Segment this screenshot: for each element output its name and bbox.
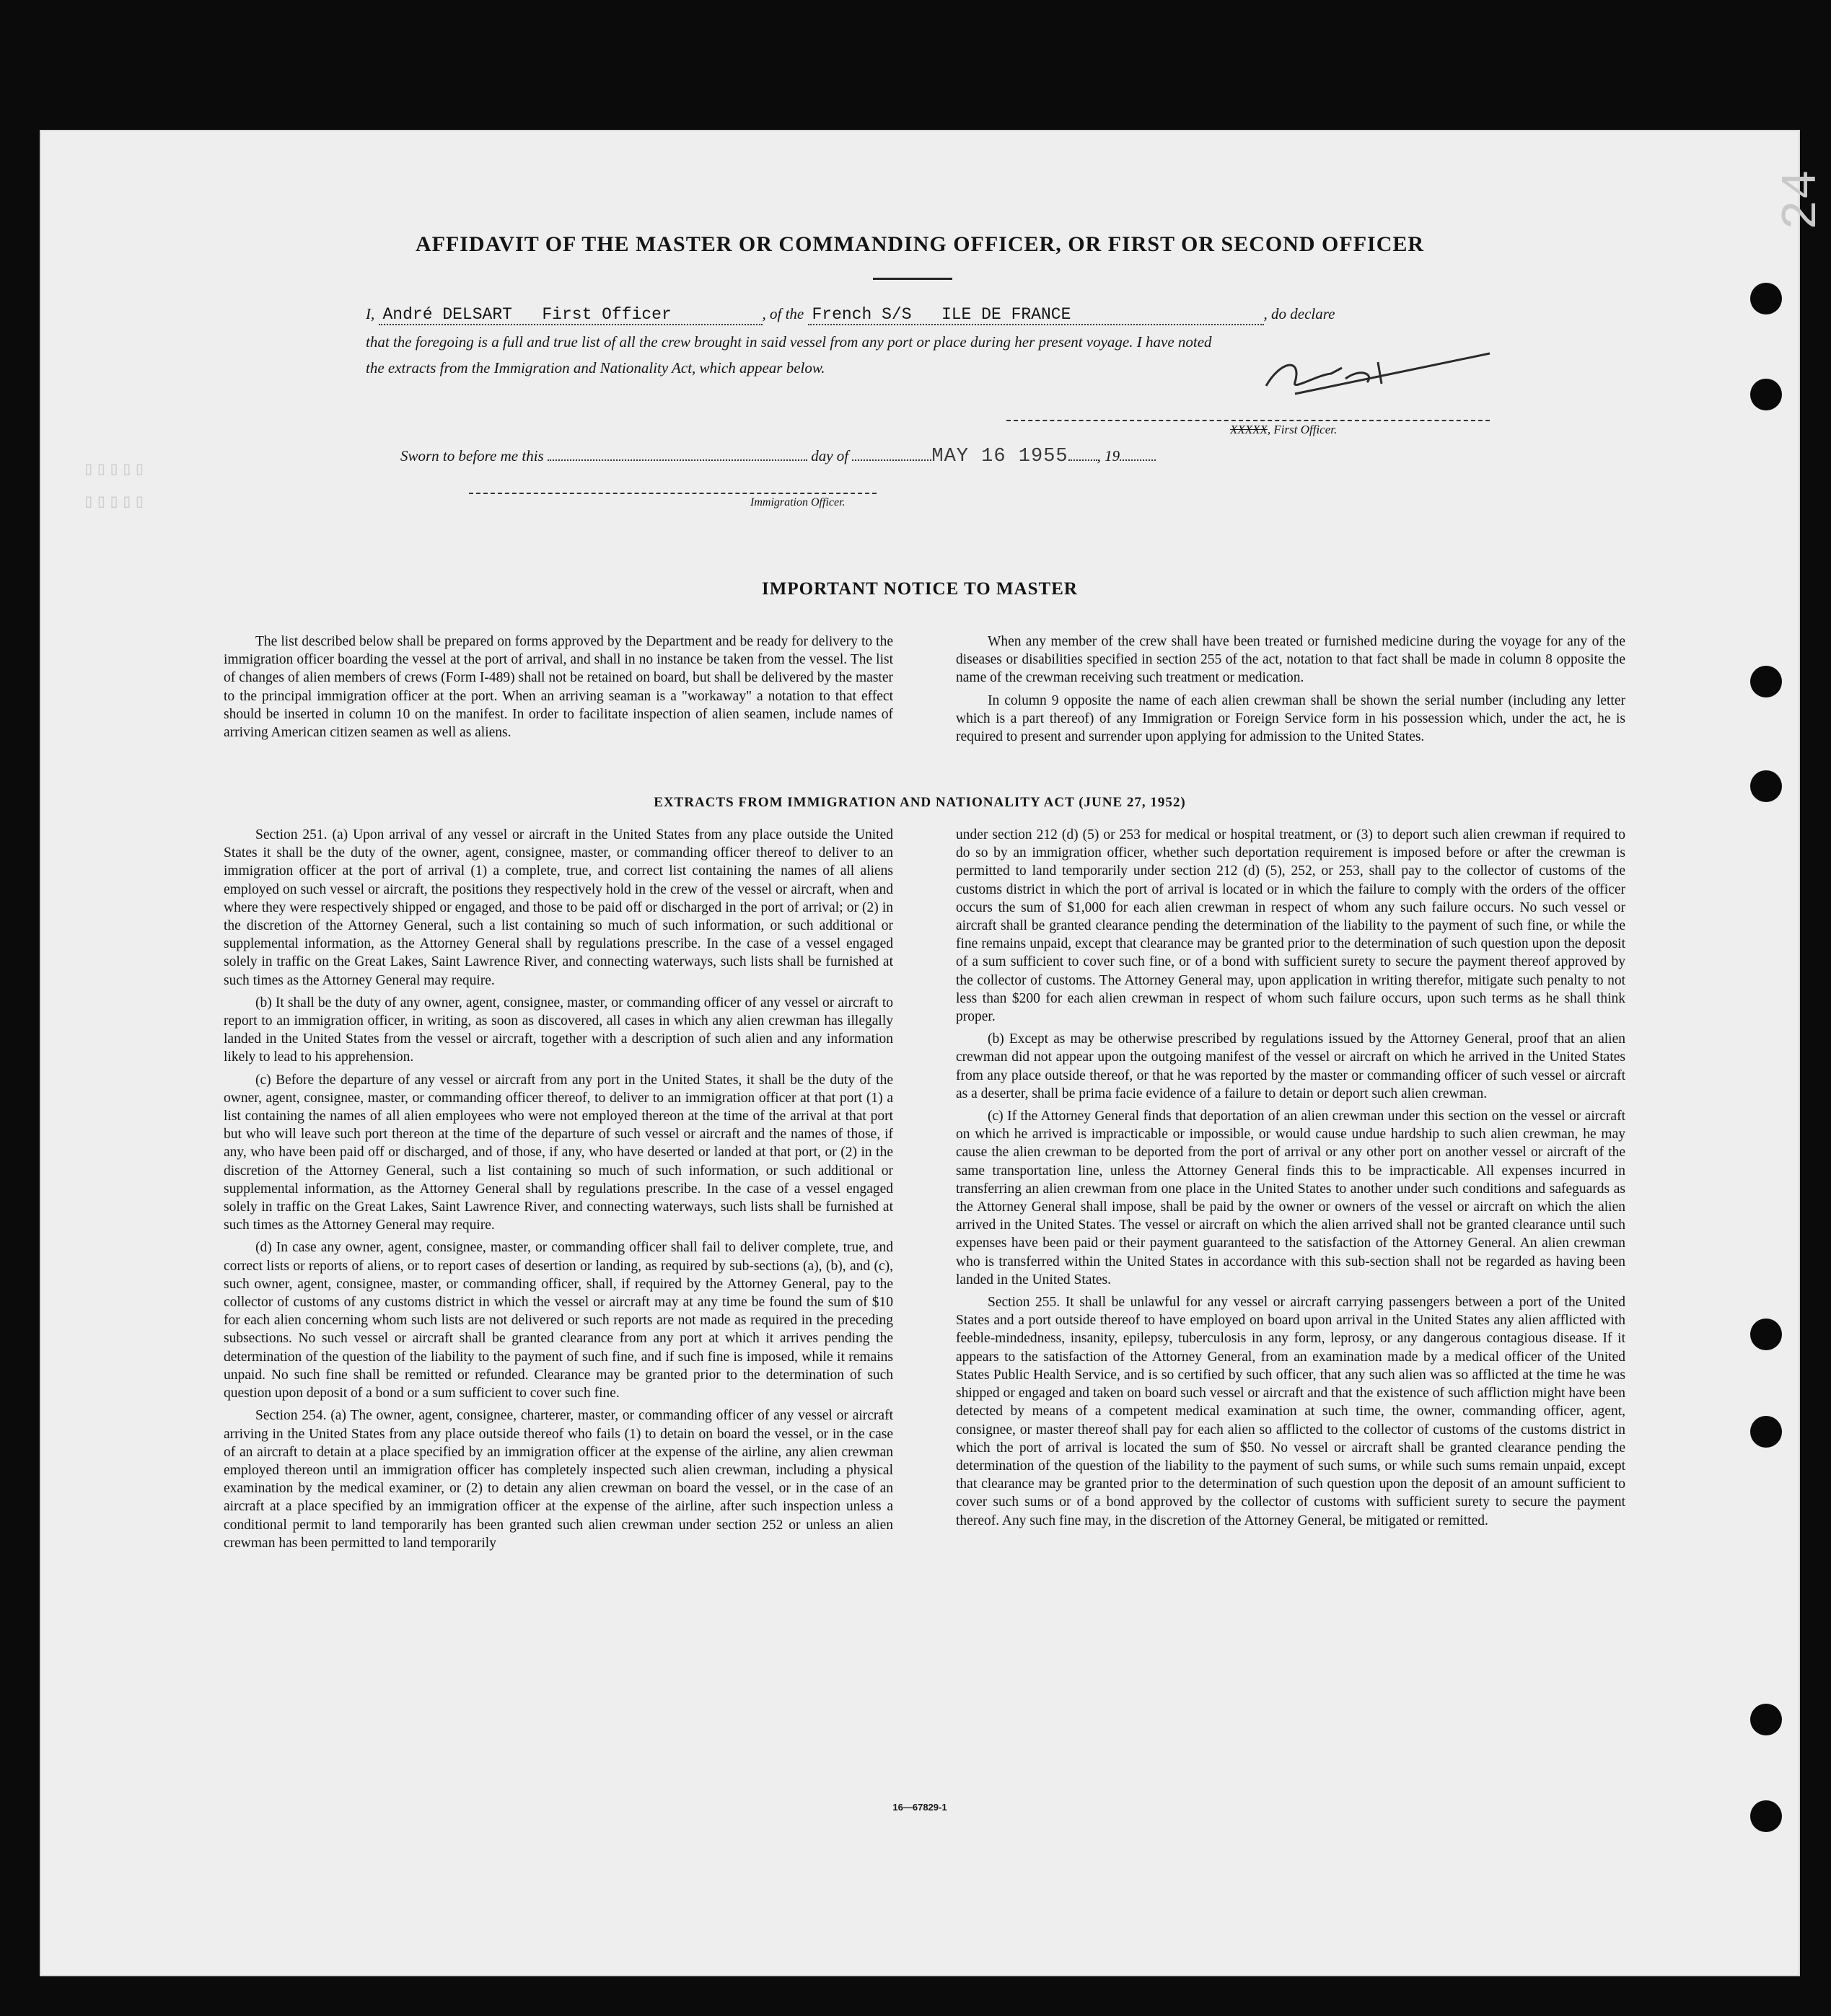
officer-signature-line [1006,420,1490,421]
document-page [40,130,1831,1976]
notice-title: IMPORTANT NOTICE TO MASTER [762,579,1078,599]
declaration-line-2: that the foregoing is a full and true list of all the crew brought in said vessel from any port or place during her present voyage. I have noted [366,333,1212,351]
vessel-name: ILE DE FRANCE [941,305,1071,324]
sworn-date-stamp: MAY 16 1955 [931,446,1068,467]
of-the-label: , of the [762,305,804,322]
bleed-through-text: ▯▯▯▯▯ [83,459,147,480]
notice-paragraph: When any member of the crew shall have been treated or furnished medicine during the voyage for any of the diseases or disabilities specified in section 255 of the act, notation to that fact shall be made in column 8 opposite the name of the crewman receiving such treatment or medication. [956,634,1625,686]
punch-hole [1750,1416,1782,1448]
bleed-through-text: ▯▯▯▯▯ [83,491,147,513]
officer-caption-text: First Officer. [1273,423,1338,436]
struck-title: XXXXX [1230,423,1268,436]
declaration-prefix: I, [366,305,375,322]
title-rule [873,278,952,280]
officer-caption: XXXXX, First Officer. [1230,423,1338,436]
day-of-label: day of [811,447,849,465]
extract-paragraph: (b) It shall be the duty of any owner, agent, consignee, master, or commanding officer of any vessel or aircraft to report to an immigration officer, in writing, as soon as discovered, all cases in which any alien crewman has illegally landed in the United States from the vessel or aircraft, together with a description of such alien and any information likely to lead to his apprehension. [224,995,893,1065]
extract-paragraph: Section 254. (a) The owner, agent, consignee, charterer, master, or commanding officer of any vessel or aircraft arriving in the United States from any place outside thereof who fails (1) to detain on board the vessel, or in the case of an aircraft to detain at a place specified by an immigration officer at the expense of the airline, any alien crewman employed thereon until an immigration officer has completely inspected such alien crewman, including a physical examination by the medical examiner, or (2) to detain any alien crewman on board the vessel, or in the case of an aircraft at a place specified by an immigration officer at the expense of the airline, after such inspection unless a conditional permit to land temporarily has been granted such alien crewman under section 252 or unless an alien crewman has been permitted to land temporarily [224,1408,893,1551]
immigration-officer-label: Immigration Officer. [750,496,846,509]
immigration-officer-signature-line [469,493,877,494]
form-number: 16—67829-1 [892,1802,947,1813]
extract-paragraph: Section 251. (a) Upon arrival of any vessel or aircraft in the United States from any place outside the United States it shall be the duty of the owner, agent, consignee, master, or commanding officer thereof to deliver to an immigration officer at the port of arrival (1) a complete, true, and correct list containing the names of all aliens employed on such vessel or aircraft, the positions they respectively hold in the crew of the vessel or aircraft, when and where they were respectively shipped or engaged, and those to be paid off or discharged in the port of arrival; or (2) in the discretion of the Attorney General, such a list containing so much of such information, or such additional or supplemental information, as the Attorney General shall by regulations prescribe. In the case of a vessel engaged solely in traffic on the Great Lakes, Saint Lawrence River, and connecting waterways, such lists shall be furnished at such times as the Attorney General may require. [224,827,893,988]
extract-paragraph: (d) In case any owner, agent, consignee, master, or commanding officer shall fail to deliver complete, true, and correct lists or reports of aliens, or to report cases of desertion or landing, as required by sub-sections (a), (b), and (c), such owner, agent, consignee, master, or commanding officer, shall, if required by the Attorney General, pay to the collector of customs of any customs district in which the vessel or aircraft may at any time be found the sum of $10 for each alien concerning whom such lists are not delivered or such reports are not made as required in the preceding subsections. No such vessel or aircraft shall be granted clearance from any port at which it arrives pending the determination of the question of the liability to the payment of such fine, and if such fine is imposed, while it remains unpaid. No such fine shall be remitted or refunded. Clearance may be granted prior to the determination of such question upon deposit of a bond or a sum sufficient to cover such fine. [224,1240,893,1401]
officer-signature [1252,346,1497,404]
officer-field [379,305,763,325]
vessel-type: French S/S [812,305,912,324]
extracts-right-column [956,826,1625,1534]
vessel-field [808,305,1264,325]
affidavit-title: AFFIDAVIT OF THE MASTER OR COMMANDING OFFICER, OR FIRST OR SECOND OFFICER [415,232,1425,256]
punch-hole [1750,1319,1782,1350]
handwritten-page-number: 24 [1774,170,1831,231]
punch-hole [1750,1704,1782,1735]
declaration-line-1 [366,305,1335,325]
notice-paragraph: In column 9 opposite the name of each alien crewman shall be shown the serial number (including any letter which is a part thereof) of any Immigration or Foreign Service form in his possession which, under the act, he is required to present and surrender upon applying for admission to the United States. [956,692,1625,745]
extract-paragraph: under section 212 (d) (5) or 253 for medical or hospital treatment, or (3) to deport such alien crewman if required to do so by an immigration officer, whether such deportation requirement is imposed before or after the crewman is permitted to land temporarily under section 212 (d) (5), 252, or 253, shall pay to the collector of customs of the customs district in which the port of arrival is located or in which the failure to comply with the orders of the officer occurs the sum of $1,000 for each alien crewman in respect of whom any such failure occurs. No such vessel or aircraft shall be granted clearance pending the determination of the liability to the payment of such fine, or while the fine remains unpaid, except that clearance may be granted prior to the determination of such question upon the deposit of a sum sufficient to cover such fine, or of a bond with sufficient surety to secure the payment thereof approved by the collector of customs. The Attorney General may, upon application in writing therefor, mitigate such penalty to not less than $200 for each alien crewman in respect of whom such failure occurs, upon such terms as he shall think proper. [956,827,1625,1025]
extracts-title: EXTRACTS FROM IMMIGRATION AND NATIONALITY ACT (JUNE 27, 1952) [654,795,1186,810]
punch-hole [1750,283,1782,314]
punch-hole [1750,666,1782,697]
extract-paragraph: (c) If the Attorney General finds that deportation of an alien crewman under this section on the vessel or aircraft on which he arrived is impracticable or impossible, or would cause undue hardship to such alien crewman, he may cause the alien crewman to be deported from the port of arrival or any other port on another vessel or aircraft of the same transportation line, unless the Attorney General finds this to be impracticable. All expenses incurred in transferring an alien crewman from one place in the United States to another under such conditions and safeguards as the Attorney General shall impose, shall be paid by the owner or owners of the vessel or aircraft on which the alien arrived in the United States. The vessel or aircraft on which the alien arrived shall not be granted clearance until such expenses have been paid or their payment guaranteed to the satisfaction of the Attorney General. An alien crewman who is transferred within the United States in accordance with this sub-section shall not be regarded as having been landed in the United States. [956,1109,1625,1287]
extracts-left-column [224,826,893,1557]
extract-paragraph: Section 255. It shall be unlawful for any vessel or aircraft carrying passengers between a port of the United States and a port outside thereof to have employed on board upon arrival in the United States any alien afflicted with feeble-mindedness, insanity, epilepsy, tuberculosis in any form, leprosy, or any dangerous contagious disease. If it appears to the satisfaction of the Attorney General, from an examination made by a medical officer of the United States Public Health Service, and is so certified by such officer, that any such alien was so afflicted at the time he was shipped or engaged and taken on board such vessel or aircraft and that the existence of such affliction might have been detected by means of a competent medical examination at such time, the owner, commanding officer, agent, consignee, or master thereof shall pay for each alien so afflicted to the collector of customs of the customs district in which the port of arrival is located the sum of $50. No vessel or aircraft shall be granted clearance pending the determination of the question of the liability to the payment of such sums, or while such sums remain unpaid, except that clearance may be granted prior to the determination of such question upon the deposit of an amount sufficient to cover such sums or of a bond approved by the collector of customs with sufficient surety to secure the payment thereof. Any such fine may, in the discretion of the Attorney General, be mitigated or remitted. [956,1295,1625,1528]
extract-paragraph: (b) Except as may be otherwise prescribed by regulations issued by the Attorney General, proof that an alien crewman did not appear upon the outgoing manifest of the vessel or aircraft on which he arrived in the United States from any place outside thereof, or that he was reported by the master or commanding officer of such vessel or aircraft as a deserter, shall be prima facie evidence of a failure to detain or deport such alien crewman. [956,1031,1625,1101]
year-prefix: , 19 [1097,447,1120,465]
declaration-line-3: the extracts from the Immigration and Nationality Act, which appear below. [366,359,825,377]
officer-rank: First Officer [542,305,672,324]
sworn-line [400,446,1156,467]
officer-name: André DELSART [382,305,512,324]
notice-paragraph: The list described below shall be prepared on forms approved by the Department and be ready for delivery to the immigration officer boarding the vessel at the port of arrival, and shall in no instance be taken from the vessel. The list of changes of alien members of crews (Form I-489) shall not be retained on board, but shall be delivered by the master to the principal immigration officer at the port. When an arriving seaman is a "workaway" a notation to that effect should be inserted in column 10 on the manifest. In order to facilitate inspection of alien seamen, include names of arriving American citizen seamen as well as aliens. [224,634,893,741]
notice-left-column [224,633,893,746]
sworn-label: Sworn to before me this [400,447,544,465]
extract-paragraph: (c) Before the departure of any vessel or aircraft from any port in the United States, it shall be the duty of the owner, agent, consignee, master, or commanding officer thereof, to deliver to an immigration officer at that port (1) a list containing the names of all alien employees who were not employed thereon at the time of the arrival at that port but who will leave such port thereon at the time of the departure of such vessel or aircraft and the names of those, if any, who have been paid off or discharged, and of those, if any, who have deserted or landed at that port, or (2) in the discretion of the Attorney General, such a list containing so much of such information, or such additional or supplemental information, as the Attorney General shall by regulations prescribe. In the case of a vessel engaged solely in traffic on the Great Lakes, Saint Lawrence River, and connecting waterways, such lists shall be furnished at such times as the Attorney General may require. [224,1072,893,1233]
do-declare-label: , do declare [1263,305,1335,322]
notice-right-column [956,633,1625,750]
punch-hole [1750,379,1782,410]
